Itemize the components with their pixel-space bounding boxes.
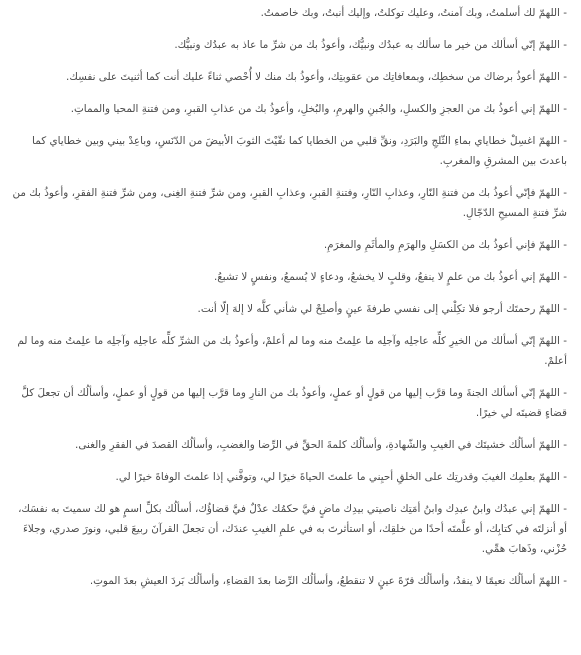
dua-paragraph: - اللهمّ أسألُك نعيمًا لا ينفدُ، وأسألُك قرّةَ عينٍ لا تنقطعُ، وأسألُك الرِّضا بعدَ القضاءِ، وأسألُك بَردَ العيشِ بعدَ الموتِ.	[89, 575, 567, 587]
dua-paragraph: - اللهمّ إني أعوذُ بك من علمٍ لا ينفعُ، وقلبٍ لا يخشعُ، ودعاءٍ لا يُسمعُ، ونفسٍ لا تشبعُ.	[213, 271, 567, 283]
dua-paragraph: - اللهمّ إنّي أسألك من خير ما سألك به عبدُك ونبيُّك، وأعوذُ بك من شرِّ ما عاذ به عبدُك ونبيُّك.	[174, 39, 567, 51]
dua-paragraph: - اللهمّ بعلمِك الغيبَ وقدرتِك على الخلقِ أحيِني ما علمتَ الحياةَ خيرًا لي، وتوفَّني إذا علمتَ الوفاةَ خيرًا لي.	[115, 471, 567, 483]
dua-paragraph: - اللهمّ إنّي أسألك من الخيرِ كلِّه عاجلِه وآجلِه ما علِمتُ منه وما لم أعلمْ، وأعوذُ بك من الشرِّ كلِّه عاجلِه وآجلِه ما علِمتُ منه وما لم أعلمْ.	[17, 335, 567, 367]
dua-paragraph: - اللهمّ إني أعوذُ بك من العجزِ والكسلِ، والجُبنِ والهرمِ، والبُخلِ، وأعوذُ بك من عذابِ القبرِ، ومن فتنةِ المحيا والمماتِ.	[70, 103, 567, 115]
dua-paragraph: - اللهمّ فإني أعوذُ بك من الكسَلِ والهرَمِ والمأثَمِ والمغرَمِ.	[323, 239, 567, 251]
dua-paragraph: - اللهمّ إني عبدُك وابنُ عبدِك وابنُ أمَتِك ناصيتي بيدِك ماضٍ فيَّ حكمُك عدْلٌ فيَّ قضاؤُك، أسألُك بكلِّ اسمٍ هو لك سميتَ به نفسَك، أو أنزلتَه في كتابِك، أو علَّمتَه أحدًا من خلقِك، أو استأثرتَ به في علمِ الغيبِ عندَك، أن تجعلَ القرآنَ ربيعَ قلبي، ونورَ صدري، وجلاءَ حُزْني، وذَهابَ همِّي.	[18, 503, 567, 555]
dua-paragraph: - اللهمّ اغسِلْ خطاياي بماءِ الثّلجِ والبَرَدِ، ونقِّ قلبي من الخطايا كما نقّيْتَ الثوبَ الأبيضَ من الدّنَسِ، وباعِدْ بيني وبين خطاياي كما باعدتَ بين المشرقِ والمغربِ.	[32, 135, 567, 167]
dua-paragraph: - اللهمّ لك أسلمتُ، وبك آمنتُ، وعليك توكلتُ، وإليك أنبتُ، وبك خاصمتُ.	[260, 7, 567, 19]
dua-paragraph: - اللهمّ أسألُك خشيتَك في الغيبِ والشّهادةِ، وأسألُك كلمةَ الحقِّ في الرِّضا والغضبِ، وأسألُك القصدَ في الفقرِ والغنى.	[75, 439, 567, 451]
dua-paragraph: - اللهمّ رحمتَك أرجو فلا تكِلْني إلى نفسي طرفةَ عينٍ وأصلِحْ لي شأني كلَّه لا إلهَ إلّا أنت.	[197, 303, 567, 315]
dua-paragraph: - اللهمّ فإنّي أعوذُ بك من فتنةِ النّارِ، وعذابِ النّارِ، وفتنةِ القبرِ، وعذابِ القبرِ، ومن شرِّ فتنةِ الغِنى، ومن شرِّ فتنةِ الفقرِ، وأعوذُ بك من شرِّ فتنةِ المسيحِ الدّجّالِ.	[12, 187, 567, 219]
dua-paragraph: - اللهمّ أعوذُ برضاك من سخطِك، وبمعافاتِك من عقوبتِك، وأعوذُ بك منك لا أُحْصي ثناءً عليك أنت كما أثنيتَ على نفسِك.	[66, 71, 567, 83]
dua-paragraph: - اللهمّ إنّي أسألك الجنةَ وما قرَّب إليها من قولٍ أو عملٍ، وأعوذُ بك من النارِ وما قرَّب إليها من قولٍ أو عملٍ، وأسألُك أن تجعلَ كلَّ قضاءٍ قضيتَه لي خيرًا.	[21, 387, 567, 419]
